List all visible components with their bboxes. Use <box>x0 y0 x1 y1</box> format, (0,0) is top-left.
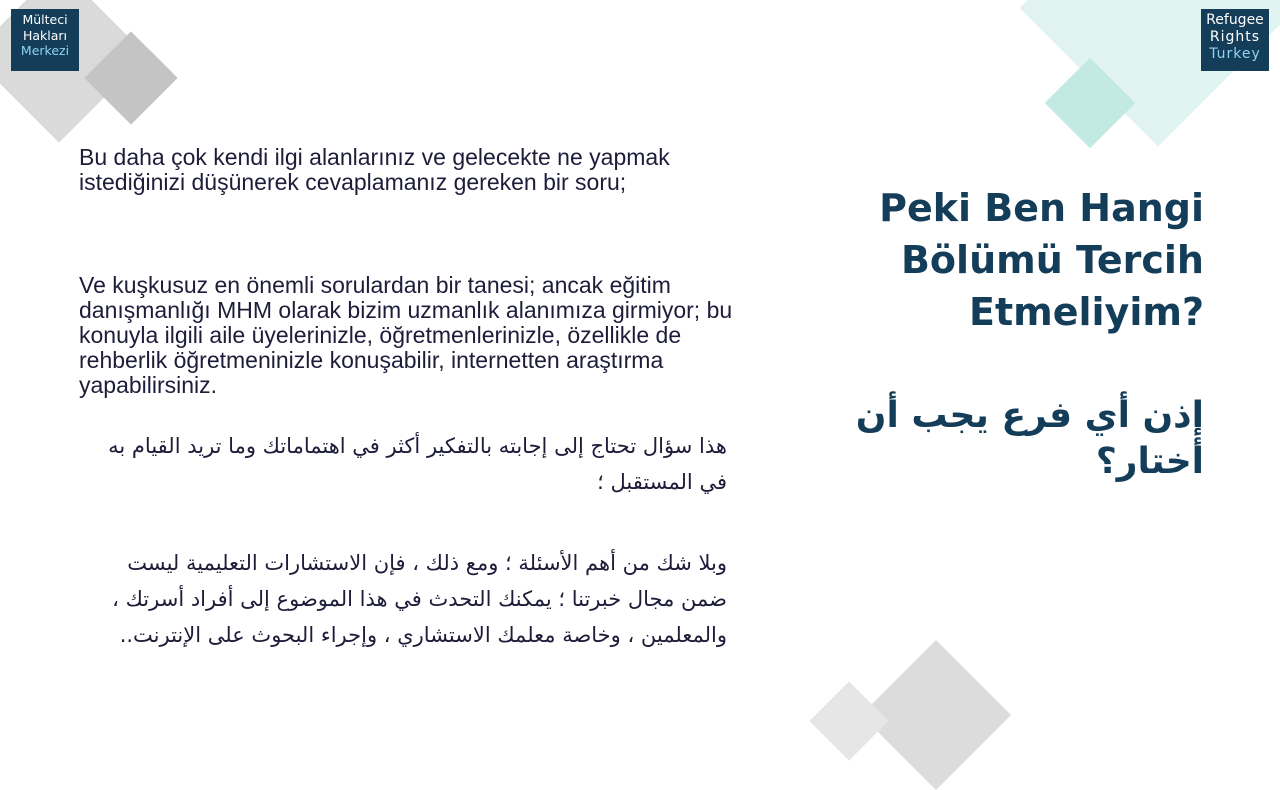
slide-title-arabic: إذن أي فرع يجب أن أختار؟ <box>855 395 1204 482</box>
decor-diamond-gray-bottom-small <box>809 681 888 760</box>
body-paragraph-arabic-2: وبلا شك من أهم الأسئلة ؛ ومع ذلك ، فإن الاستشارات التعليمية ليست ضمن مجال خبرتنا ؛ يمكنك التحدث في هذا الموضوع إلى أفراد أسرتك ، والمعلمين ، وخاصة معلمك الاستشاري ، وإجراء البحوث على الإنترنت.. <box>112 551 727 647</box>
logo-line: Rights <box>1209 29 1261 45</box>
body-paragraph-arabic-1: هذا سؤال تحتاج إلى إجابته بالتفكير أكثر في اهتماماتك وما تريد القيام به في المستقبل ؛ <box>108 434 727 494</box>
logo-line: Refugee <box>1206 12 1264 28</box>
logo-multeci-haklari-merkezi <box>11 9 79 71</box>
logo-line: Hakları <box>22 27 68 43</box>
body-paragraph-turkish-1: Bu daha çok kendi ilgi alanlarınız ve gelecekte ne yapmak istediğinizi düşünerek cevaplamanız gereken bir soru; <box>79 144 670 195</box>
slide-title-turkish: Peki Ben Hangi Bölümü Tercih Etmeliyim? <box>879 186 1204 334</box>
body-paragraph-turkish-2: Ve kuşkusuz en önemli sorulardan bir tanesi; ancak eğitim danışmanlığı MHM olarak bizim uzmanlık alanımıza girmiyor; bu konuyla ilgili aile üyelerinizle, öğretmenlerinizle, özellikle de rehberlik öğretmeninizle konuşabilir, internetten araştırma yapabilirsiniz. <box>79 272 733 398</box>
logo-refugee-rights-turkey <box>1201 9 1269 71</box>
logo-line: Merkezi <box>20 43 70 58</box>
logo-line: Turkey <box>1209 46 1261 62</box>
logo-line: Mülteci <box>22 12 68 27</box>
